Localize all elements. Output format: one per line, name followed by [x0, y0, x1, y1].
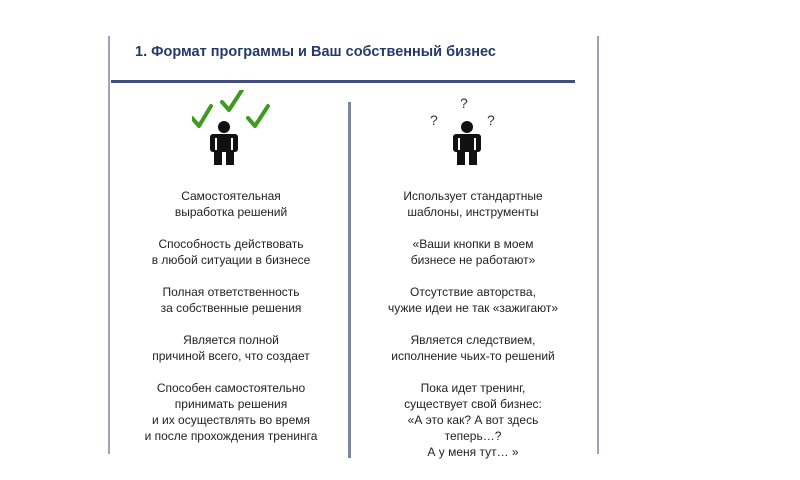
question-mark-icon: ? [460, 95, 468, 111]
right-border-line [597, 36, 599, 454]
item-line: Является следствием, [410, 333, 536, 347]
question-mark-icon: ? [487, 112, 495, 128]
slide-title: 1. Формат программы и Ваш собственный бизнес [135, 44, 496, 60]
left-column [118, 188, 344, 460]
item-line: Способность действовать [158, 237, 304, 251]
list-item [356, 332, 590, 364]
item-line: Отсутствие авторства, [410, 285, 536, 299]
item-line: бизнесе не работают» [410, 253, 536, 267]
left-border-line [108, 36, 110, 454]
item-line: выработка решений [174, 205, 288, 219]
item-line: Использует стандартные [403, 189, 543, 203]
list-item [118, 332, 344, 364]
title-underline [111, 80, 575, 83]
item-line: Самостоятельная [181, 189, 281, 203]
item-line: и после прохождения тренинга [144, 429, 318, 443]
list-item [356, 236, 590, 268]
item-line: «Ваши кнопки в моем [412, 237, 534, 251]
item-line: существует свой бизнес: [404, 397, 542, 411]
item-line: принимать решения [174, 397, 288, 411]
list-item [356, 188, 590, 220]
question-mark-icon: ? [430, 112, 438, 128]
item-line: чужие идеи не так «зажигают» [387, 301, 559, 315]
item-line: в любой ситуации в бизнесе [151, 253, 311, 267]
list-item [118, 188, 344, 220]
item-line: исполнение чьих-то решений [391, 349, 555, 363]
item-line: Является полной [183, 333, 279, 347]
list-item [356, 284, 590, 316]
item-line: «А это как? А вот здесь [407, 413, 539, 427]
item-line: теперь…? [444, 429, 502, 443]
item-line: А у меня тут… » [427, 445, 519, 459]
person-icon [208, 121, 240, 165]
person-icon [451, 121, 483, 165]
list-item [118, 284, 344, 316]
item-line: Способен самостоятельно [156, 381, 306, 395]
item-line: за собственные решения [160, 301, 302, 315]
column-divider [348, 102, 351, 458]
list-item [356, 380, 590, 460]
item-line: и их осуществлять во время [151, 413, 311, 427]
item-line: Пока идет тренинг, [420, 381, 526, 395]
item-line: Полная ответственность [162, 285, 300, 299]
item-line: шаблоны, инструменты [407, 205, 539, 219]
list-item [118, 380, 344, 444]
item-line: причиной всего, что создает [152, 349, 310, 363]
right-column [356, 188, 590, 476]
list-item [118, 236, 344, 268]
